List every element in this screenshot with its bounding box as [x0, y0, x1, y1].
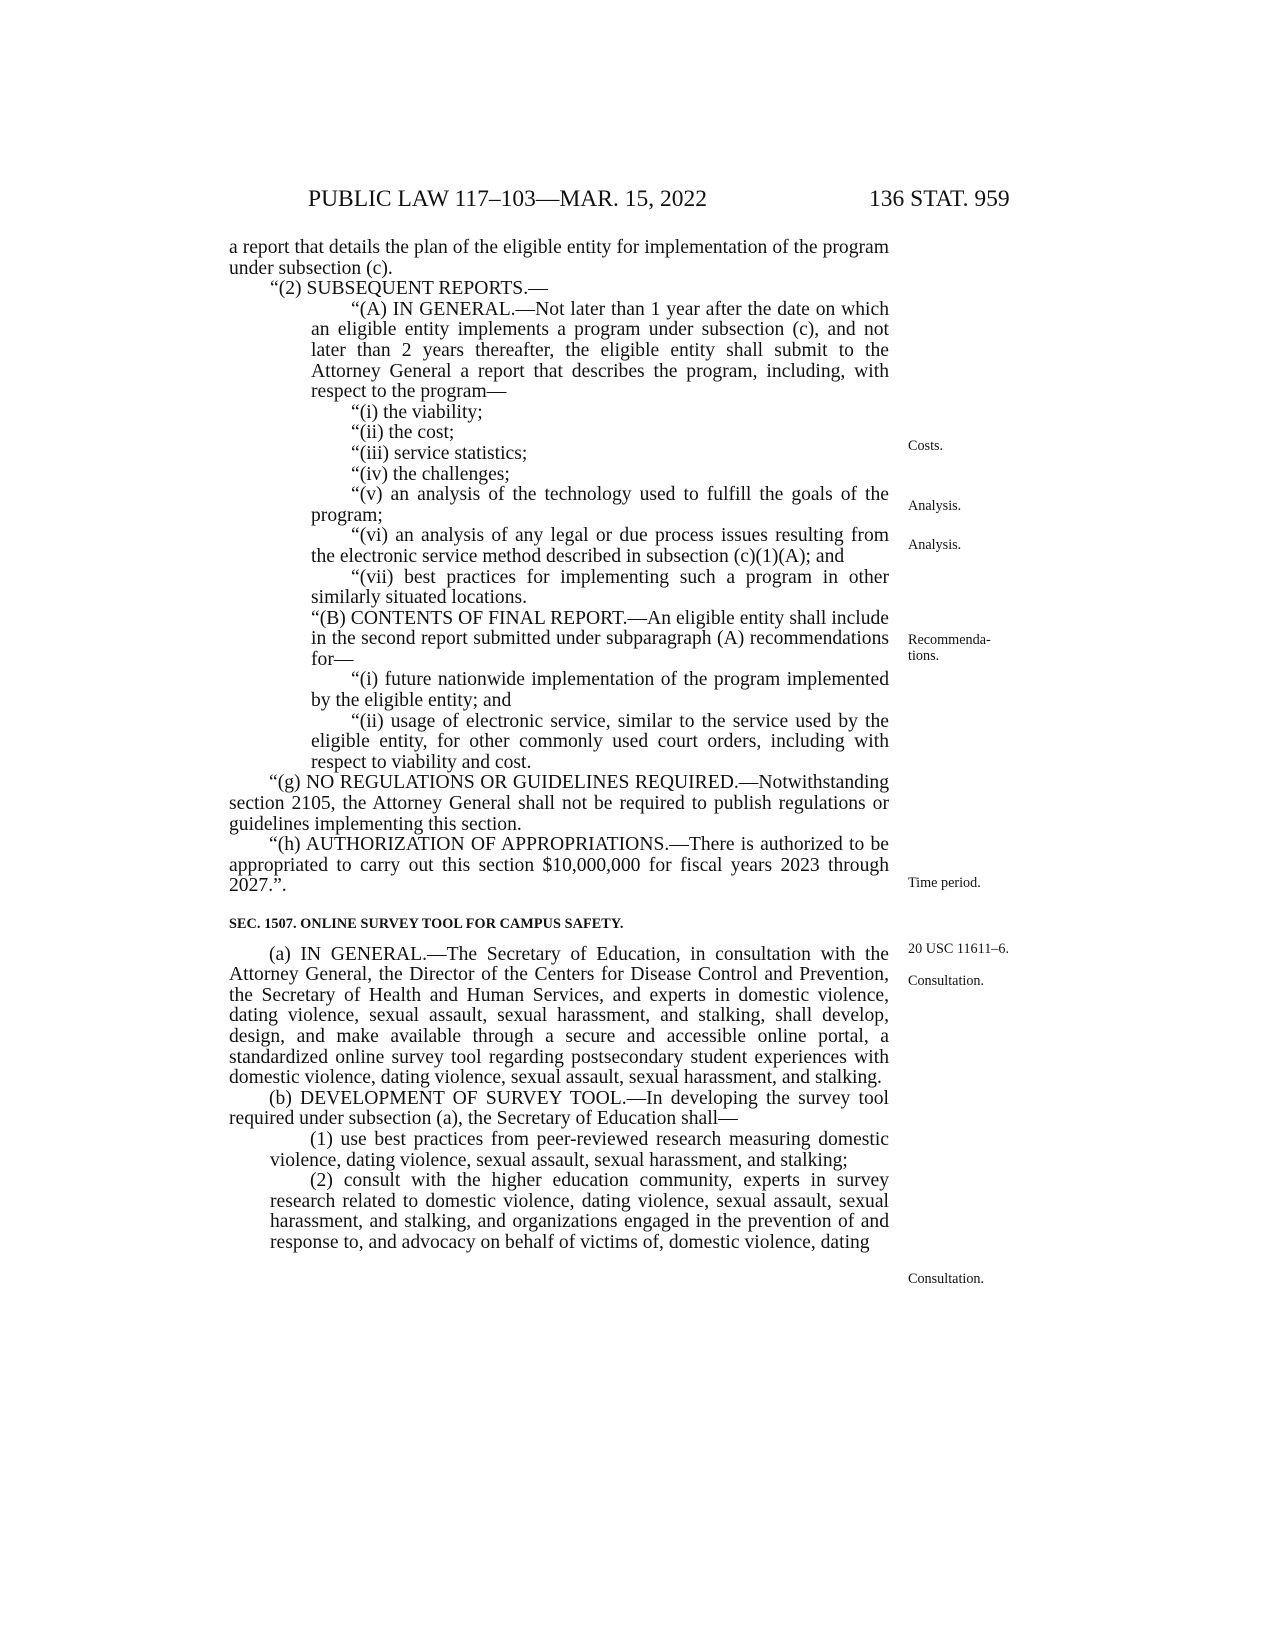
paragraph-9: “(vii) best practices for implementing such a program in other similarly situated locations. — [311, 566, 889, 609]
page-number: 136 STAT. 959 — [869, 186, 1010, 212]
paragraph-0: a report that details the plan of the eligible entity for implementation of the program under subsection (c). — [229, 237, 889, 279]
margin-note-8: Consultation. — [908, 1271, 985, 1287]
law-title: PUBLIC LAW 117–103—MAR. 15, 2022 — [308, 186, 707, 212]
page-header — [0, 186, 1275, 216]
paragraph-14: “(h) AUTHORIZATION OF APPROPRIATIONS.—There is authorized to be appropriated to carry out this section $10,000,000 for fiscal years 2023 through 2027.”. — [229, 834, 889, 897]
margin-note-7: Consultation. — [908, 973, 985, 989]
section-paragraph-1: (b) DEVELOPMENT OF SURVEY TOOL.—In developing the survey tool required under subsection (a), the Secretary of Education shall— — [229, 1087, 889, 1130]
paragraph-4: “(ii) the cost; — [351, 422, 455, 444]
paragraph-5: “(iii) service statistics; — [351, 442, 528, 464]
paragraph-12: “(ii) usage of electronic service, similar to the service used by the eligible entity, for other commonly used court orders, including with respect to viability and cost. — [311, 710, 889, 773]
paragraph-8: “(vi) an analysis of any legal or due process issues resulting from the electronic service method described in subsection (c)(1)(A); and — [311, 525, 889, 567]
section-paragraph-3: (2) consult with the higher education community, experts in survey research related to domestic violence, dating violence, sexual assault, sexual harassment, and stalking, and organizations engaged in the prevention of and response to, and advocacy on behalf of victims of, domestic violence, dating — [270, 1170, 889, 1253]
margin-note-1: Analysis. — [908, 498, 962, 514]
margin-note-0: Costs. — [908, 438, 944, 454]
paragraph-7: “(v) an analysis of the technology used to fulfill the goals of the program; — [311, 484, 889, 526]
section-paragraph-0: (a) IN GENERAL.—The Secretary of Education, in consultation with the Attorney General, the Director of the Centers for Disease Control and Prevention, the Secretary of Health and Human Services, and experts in domestic violence, dating violence, sexual assault, sexual harassment, and stalking, shall develop, design, and make available through a secure and accessible online portal, a standardized online survey tool regarding postsecondary student experiences with domestic violence, dating violence, sexual assault, sexual harassment, and stalking. — [229, 943, 889, 1089]
margin-note-6: 20 USC 11611–6. — [908, 941, 1010, 957]
margin-note-2: Analysis. — [908, 537, 962, 553]
margin-note-5: Time period. — [908, 875, 981, 891]
paragraph-6: “(iv) the challenges; — [351, 463, 510, 485]
margin-note-3: Recommenda- — [908, 632, 991, 648]
section-paragraph-2: (1) use best practices from peer-reviewed research measuring domestic violence, dating violence, sexual assault, sexual harassment, and stalking; — [270, 1128, 889, 1171]
paragraph-1: “(2) SUBSEQUENT REPORTS.— — [270, 278, 548, 300]
section-paragraph-list — [229, 945, 889, 1254]
paragraph-10: “(B) CONTENTS OF FINAL REPORT.—An eligible entity shall include in the second report submitted under subparagraph (A) recommendations for— — [311, 607, 889, 670]
paragraph-13: “(g) NO REGULATIONS OR GUIDELINES REQUIRED.—Notwithstanding section 2105, the Attorney General shall not be required to publish regulations or guidelines implementing this section. — [229, 772, 889, 835]
document-body — [229, 238, 889, 1254]
section-heading: SEC. 1507. ONLINE SURVEY TOOL FOR CAMPUS SAFETY. — [229, 916, 624, 932]
paragraph-3: “(i) the viability; — [351, 401, 483, 423]
paragraph-list — [229, 238, 889, 897]
paragraph-11: “(i) future nationwide implementation of the program implemented by the eligible entity; and — [311, 669, 889, 712]
paragraph-2: “(A) IN GENERAL.—Not later than 1 year after the date on which an eligible entity implements a program under subsection (c), and not later than 2 years thereafter, the eligible entity shall submit to the Attorney General a report that describes the program, including, with respect to the program— — [311, 298, 889, 403]
margin-note-4: tions. — [908, 648, 940, 664]
